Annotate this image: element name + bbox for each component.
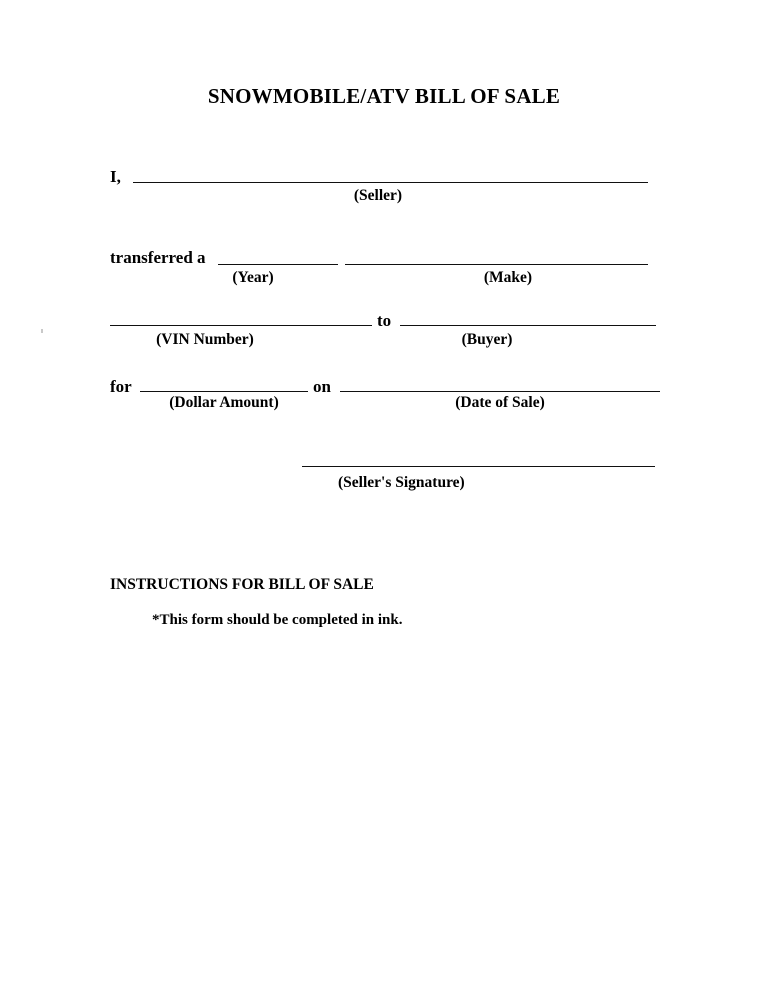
dollar-amount-caption: (Dollar Amount) [169, 394, 279, 411]
to-connector-label: to [377, 311, 392, 330]
date-of-sale-input-line[interactable] [340, 391, 660, 392]
make-input-line[interactable] [345, 264, 648, 265]
dollar-amount-input-line[interactable] [140, 391, 308, 392]
seller-input-line[interactable] [133, 182, 648, 183]
buyer-input-line[interactable] [400, 325, 656, 326]
buyer-caption: (Buyer) [461, 331, 513, 348]
transferred-prefix-label: transferred a [110, 248, 206, 267]
vin-caption: (VIN Number) [156, 331, 254, 348]
vin-input-line[interactable] [110, 325, 372, 326]
instructions-heading: INSTRUCTIONS FOR BILL OF SALE [110, 576, 374, 593]
seller-signature-caption: (Seller's Signature) [338, 474, 465, 491]
page-title: SNOWMOBILE/ATV BILL OF SALE [207, 84, 561, 108]
seller-caption: (Seller) [353, 187, 403, 204]
make-caption: (Make) [483, 269, 533, 286]
instructions-item: *This form should be completed in ink. [152, 612, 403, 628]
year-caption: (Year) [232, 269, 274, 286]
date-of-sale-caption: (Date of Sale) [455, 394, 545, 411]
year-input-line[interactable] [218, 264, 338, 265]
for-prefix-label: for [110, 377, 132, 396]
seller-signature-input-line[interactable] [302, 466, 655, 467]
on-connector-label: on [313, 377, 331, 396]
scan-speck [41, 329, 43, 333]
seller-prefix-label: I, [110, 167, 121, 186]
